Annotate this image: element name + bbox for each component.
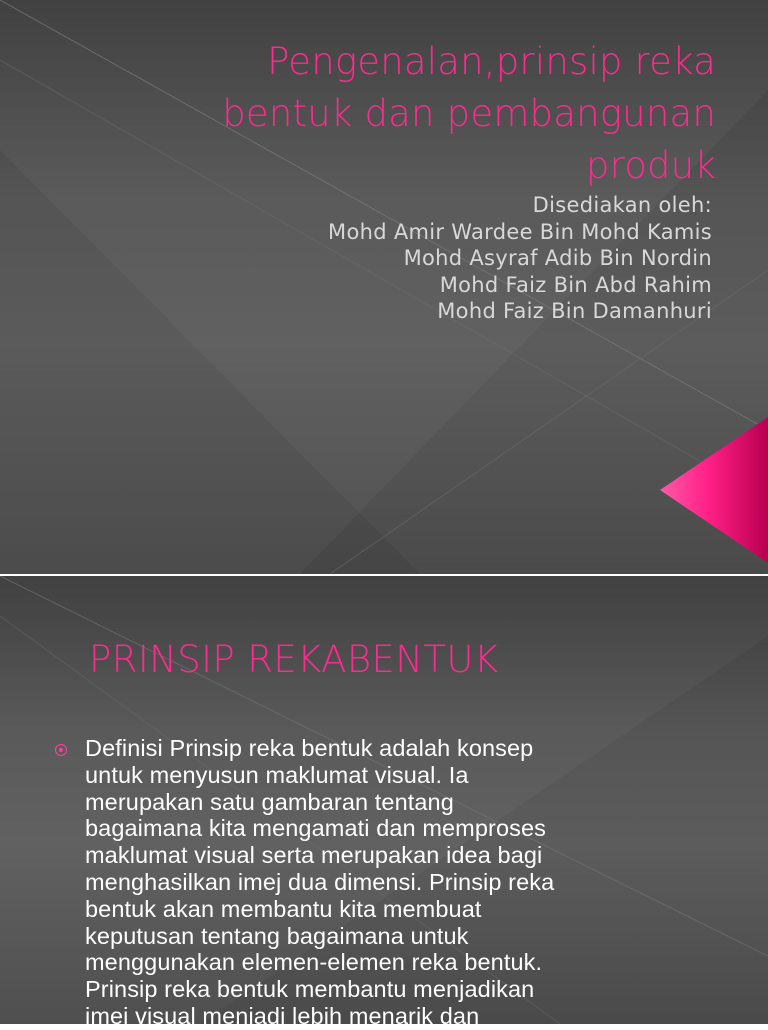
title-line: bentuk dan pembangunan xyxy=(222,92,716,135)
bullet-line: bagaimana kita mengamati dan memproses xyxy=(85,815,546,842)
author-name: Mohd Amir Wardee Bin Mohd Kamis xyxy=(328,219,712,244)
slide-subtitle xyxy=(112,192,712,325)
bullet-line: menggunakan elemen-elemen reka bentuk. xyxy=(85,949,543,976)
author-name: Mohd Faiz Bin Damanhuri xyxy=(437,299,712,323)
bullet-item xyxy=(50,735,740,1030)
title-line: produk xyxy=(585,144,716,187)
bullet-line: Definisi Prinsip reka bentuk adalah konsep xyxy=(85,735,534,761)
bullet-line: untuk menyusun maklumat visual. Ia xyxy=(85,761,469,788)
slide-title: PRINSIP REKABENTUK xyxy=(89,638,499,681)
bullet-line: bentuk akan membantu kita membuat xyxy=(85,895,482,922)
bullet-line: menghasilkan imej dua dimensi. Prinsip reka xyxy=(85,868,555,895)
author-name: Mohd Asyraf Adib Bin Nordin xyxy=(403,246,712,270)
prepared-by-label: Disediakan oleh: xyxy=(532,193,712,217)
bullet-line: Prinsip reka bentuk membantu menjadikan xyxy=(85,976,535,1003)
author-name: Mohd Faiz Bin Abd Rahim xyxy=(439,272,712,297)
bullet-line: keputusan tentang bagaimana untuk xyxy=(85,922,469,949)
slide-title xyxy=(76,36,716,192)
bullet-line: imej visual menjadi lebih menarik dan xyxy=(85,1002,480,1029)
bullet-line: merupakan satu gambaran tentang xyxy=(85,788,454,815)
bullet-circle-icon xyxy=(55,744,67,756)
bullet-text xyxy=(85,735,725,1030)
pink-triangle-accent xyxy=(660,417,768,563)
title-line: Pengenalan,prinsip reka xyxy=(267,40,716,83)
bullet-line: maklumat visual serta merupakan idea bagi xyxy=(85,842,543,869)
